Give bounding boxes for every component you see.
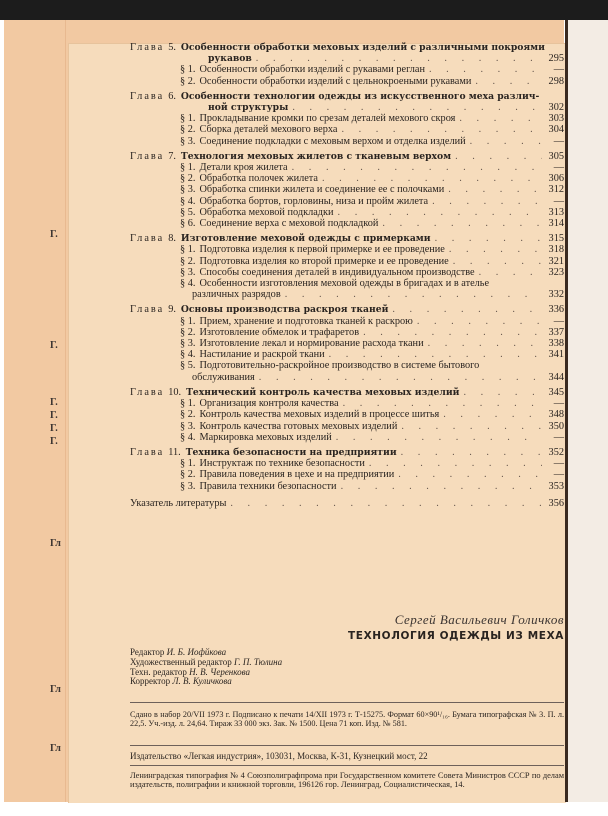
chapter-heading-row bbox=[130, 102, 564, 113]
chapter-number: 8. bbox=[168, 233, 176, 245]
toc-section bbox=[130, 338, 564, 349]
toc-section bbox=[130, 196, 564, 207]
page-number: 337 bbox=[548, 326, 564, 338]
toc-section bbox=[130, 372, 564, 383]
chapter-heading-row bbox=[130, 387, 564, 398]
page-number: — bbox=[553, 431, 564, 443]
page-number: 302 bbox=[548, 102, 564, 114]
page-number: — bbox=[553, 458, 564, 470]
page-number: 318 bbox=[548, 244, 564, 256]
toc-section bbox=[130, 64, 564, 75]
leader-dots bbox=[292, 162, 542, 173]
chapter-title-continued: рукавов bbox=[208, 53, 252, 65]
credit-name: И. Б. Иофйкова bbox=[166, 647, 227, 657]
section-label: § 5. bbox=[180, 206, 196, 218]
section-label: § 4. bbox=[180, 349, 196, 361]
printer-address: Ленинградская типография № 4 Союзполиграфпрома при Государственном комитете Совета Министров СССР по делам издательств, полиграфии и книжной торговли, 196126 гор. Ленинград, Социалистическая, 14. bbox=[130, 771, 564, 789]
leader-dots bbox=[363, 327, 542, 338]
section-title: Обработка бортов, горловины, низа и пройм жилета bbox=[199, 195, 429, 207]
page-fold-line bbox=[65, 20, 66, 802]
section-title: Изготовление обмелок и трафаретов bbox=[199, 326, 360, 338]
section-title: Подготовка изделия к первой примерке и ее проведение bbox=[199, 244, 445, 256]
leader-dots bbox=[401, 421, 542, 432]
page-number: — bbox=[553, 315, 564, 327]
leader-dots bbox=[369, 458, 542, 469]
toc-chapter bbox=[130, 233, 564, 300]
page-number: 348 bbox=[548, 409, 564, 421]
section-title: Маркировка меховых изделий bbox=[199, 431, 332, 443]
section-label: § 3. bbox=[180, 338, 196, 350]
toc-section bbox=[130, 162, 564, 173]
page-number: 305 bbox=[548, 150, 564, 162]
chapter-heading-row bbox=[130, 304, 564, 315]
toc-section bbox=[130, 278, 564, 289]
margin-fragment: Г. bbox=[50, 436, 58, 447]
section-label: § 2. bbox=[180, 409, 196, 421]
toc-section bbox=[130, 349, 564, 360]
page-number: 304 bbox=[548, 124, 564, 136]
toc-section bbox=[130, 316, 564, 327]
toc-section bbox=[130, 124, 564, 135]
section-label: § 3. bbox=[180, 480, 196, 492]
chapter-title: Основы производства раскроя тканей bbox=[180, 304, 389, 316]
leader-dots bbox=[256, 53, 542, 64]
toc-chapter bbox=[130, 42, 564, 87]
leader-dots bbox=[336, 432, 542, 443]
leader-dots bbox=[259, 372, 542, 383]
section-label: § 2. bbox=[180, 75, 196, 87]
section-label: § 1. bbox=[180, 162, 196, 174]
scan-top-edge bbox=[0, 0, 608, 20]
divider bbox=[130, 745, 564, 746]
leader-dots bbox=[432, 196, 542, 207]
page-number: 303 bbox=[548, 113, 564, 125]
section-label: § 3. bbox=[180, 184, 196, 196]
book-title: ТЕХНОЛОГИЯ ОДЕЖДЫ ИЗ МЕХА bbox=[348, 630, 564, 642]
chapter-number: 6. bbox=[168, 90, 176, 102]
chapter-label: Глава bbox=[130, 304, 165, 316]
chapter-number: 5. bbox=[168, 42, 176, 53]
toc-section bbox=[130, 409, 564, 420]
section-title: Особенности обработки изделий с цельнокроеными рукавами bbox=[199, 75, 472, 87]
toc-section bbox=[130, 244, 564, 255]
page-number: 350 bbox=[548, 420, 564, 432]
margin-fragment: Гл bbox=[50, 743, 61, 754]
leader-dots bbox=[417, 316, 542, 327]
page-number: 352 bbox=[548, 446, 564, 458]
toc-section bbox=[130, 360, 564, 371]
leader-dots bbox=[285, 289, 542, 300]
imprint-details: Сдано в набор 20/VII 1973 г. Подписано к печати 14/XII 1973 г. Т-15275. Формат 60×90¹/₁₆. Бумага типографская № 3. П. л. 22,5. Уч.-изд. л. 24,64. Тираж 33 000 экз. Зак. № 1500. Цена 71 коп. Изд. № 581. bbox=[130, 710, 564, 728]
leader-dots bbox=[338, 207, 542, 218]
section-label: § 2. bbox=[180, 326, 196, 338]
page-number: — bbox=[553, 195, 564, 207]
section-title: Соединение подкладки с меховым верхом и отделка изделий bbox=[199, 135, 466, 147]
toc-section bbox=[130, 173, 564, 184]
toc-section bbox=[130, 207, 564, 218]
section-title: Способы соединения деталей в индивидуальном производстве bbox=[199, 266, 475, 278]
chapter-number: 9. bbox=[168, 304, 176, 316]
section-title: Особенности изготовления меховой одежды в бригадах и в ателье bbox=[199, 278, 490, 290]
margin-fragment: Г. bbox=[50, 410, 58, 421]
page-number: 298 bbox=[548, 75, 564, 87]
toc-chapter bbox=[130, 387, 564, 443]
chapter-title: Особенности обработки меховых изделий с различными покроями bbox=[180, 42, 545, 53]
section-label: § 1. bbox=[180, 458, 196, 470]
toc-section bbox=[130, 113, 564, 124]
section-title: Прокладывание кромки по срезам деталей мехового скроя bbox=[199, 113, 456, 125]
section-title: Контроль качества готовых меховых изделий bbox=[199, 420, 398, 432]
chapter-title: Изготовление меховой одежды с примерками bbox=[180, 233, 431, 245]
chapter-title: Особенности технологии одежды из искусственного меха различ- bbox=[180, 90, 540, 102]
section-title-continued: различных разрядов bbox=[192, 289, 281, 301]
leader-dots bbox=[453, 256, 542, 267]
section-title: Настилание и раскрой ткани bbox=[199, 349, 325, 361]
toc-section bbox=[130, 421, 564, 432]
chapter-title-continued: ной структуры bbox=[208, 102, 289, 114]
section-title: Правила техники безопасности bbox=[199, 480, 337, 492]
page-number: — bbox=[553, 135, 564, 147]
section-title: Обработка спинки жилета и соединение ее с полочками bbox=[199, 184, 445, 196]
margin-fragment: Гл bbox=[50, 538, 61, 549]
toc-chapter bbox=[130, 447, 564, 492]
page-number: — bbox=[553, 162, 564, 174]
section-label: § 1. bbox=[180, 64, 196, 76]
leader-dots bbox=[443, 409, 542, 420]
toc-section bbox=[130, 327, 564, 338]
section-label: § 3. bbox=[180, 135, 196, 147]
leader-dots bbox=[343, 398, 542, 409]
section-label: § 1. bbox=[180, 244, 196, 256]
toc-section bbox=[130, 432, 564, 443]
page-number: 314 bbox=[548, 218, 564, 230]
page-number: 313 bbox=[548, 206, 564, 218]
toc-section bbox=[130, 267, 564, 278]
credit-role: Корректор bbox=[130, 676, 171, 687]
section-label: § 1. bbox=[180, 315, 196, 327]
credit-name: Н. В. Черенкова bbox=[189, 666, 250, 677]
section-label: § 2. bbox=[180, 255, 196, 267]
chapter-heading-row bbox=[130, 91, 564, 102]
section-label: § 3. bbox=[180, 420, 196, 432]
divider bbox=[130, 765, 564, 766]
page-number: 323 bbox=[548, 266, 564, 278]
leader-dots bbox=[475, 76, 542, 87]
references-title: Указатель литературы bbox=[130, 497, 227, 509]
chapter-label: Глава bbox=[130, 150, 165, 162]
margin-fragment: Г. bbox=[50, 340, 58, 351]
toc-section bbox=[130, 458, 564, 469]
section-title: Правила поведения в цехе и на предприятии bbox=[199, 469, 395, 481]
section-title: Сборка деталей мехового верха bbox=[199, 124, 338, 136]
table-of-contents bbox=[130, 42, 564, 509]
page-number: 332 bbox=[548, 289, 564, 301]
margin-fragment: Г. bbox=[50, 229, 58, 240]
chapter-number: 10. bbox=[168, 386, 182, 398]
toc-section bbox=[130, 256, 564, 267]
chapter-label: Глава bbox=[130, 386, 165, 398]
section-title: Изготовление лекал и нормирование расхода ткани bbox=[199, 338, 424, 350]
publisher-address: Издательство «Легкая индустрия», 103031, Москва, К-31, Кузнецкий мост, 22 bbox=[130, 751, 428, 761]
chapter-heading-row bbox=[130, 151, 564, 162]
toc-section bbox=[130, 398, 564, 409]
page-number: 295 bbox=[548, 53, 564, 65]
section-title: Контроль качества меховых изделий в процессе шитья bbox=[199, 409, 440, 421]
section-title: Прием, хранение и подготовка тканей к раскрою bbox=[199, 315, 413, 327]
leader-dots bbox=[392, 304, 542, 315]
leader-dots bbox=[382, 218, 542, 229]
section-label: § 6. bbox=[180, 218, 196, 230]
chapter-label: Глава bbox=[130, 233, 165, 245]
credit-role: Техн. редактор bbox=[130, 666, 187, 677]
leader-dots bbox=[398, 469, 542, 480]
leader-dots bbox=[341, 481, 542, 492]
chapter-number: 11. bbox=[168, 446, 181, 458]
section-label: § 5. bbox=[180, 360, 196, 372]
divider bbox=[130, 702, 564, 703]
toc-section bbox=[130, 469, 564, 480]
credits bbox=[130, 648, 282, 687]
chapter-label: Глава bbox=[130, 42, 165, 53]
leader-dots bbox=[322, 173, 542, 184]
section-title: Соединение верха с меховой подкладкой bbox=[199, 218, 379, 230]
leader-dots bbox=[463, 387, 542, 398]
page-number: — bbox=[553, 469, 564, 481]
credit-role: Редактор bbox=[130, 647, 165, 657]
section-title: Детали кроя жилета bbox=[199, 162, 288, 174]
chapter-number: 7. bbox=[168, 150, 176, 162]
margin-fragment: Г. bbox=[50, 423, 58, 434]
chapter-title: Техника безопасности на предприятии bbox=[185, 446, 397, 458]
section-title: Обработка меховой подкладки bbox=[199, 206, 334, 218]
section-label: § 1. bbox=[180, 113, 196, 125]
margin-fragment: Гл bbox=[50, 684, 61, 695]
toc-section bbox=[130, 218, 564, 229]
leader-dots bbox=[292, 102, 542, 113]
page-number: 356 bbox=[548, 497, 564, 509]
toc-chapter bbox=[130, 91, 564, 147]
leader-dots bbox=[230, 498, 542, 509]
leader-dots bbox=[435, 233, 542, 244]
toc-section bbox=[130, 289, 564, 300]
leader-dots bbox=[341, 124, 542, 135]
section-label: § 1. bbox=[180, 398, 196, 410]
leader-dots bbox=[479, 267, 542, 278]
chapter-label: Глава bbox=[130, 446, 165, 458]
section-title: Особенности обработки изделий с рукавами реглан bbox=[199, 64, 425, 76]
author-name: Сергей Васильевич Голичков bbox=[394, 612, 564, 627]
section-label: § 4. bbox=[180, 278, 196, 290]
toc-chapter bbox=[130, 151, 564, 229]
page-number: — bbox=[553, 64, 564, 76]
section-label: § 2. bbox=[180, 173, 196, 185]
leader-dots bbox=[459, 113, 542, 124]
leader-dots bbox=[449, 244, 542, 255]
leader-dots bbox=[329, 349, 542, 360]
leader-dots bbox=[455, 151, 542, 162]
chapter-title: Технология меховых жилетов с тканевым верхом bbox=[180, 150, 452, 162]
toc-section bbox=[130, 136, 564, 147]
toc-chapter bbox=[130, 304, 564, 382]
section-title-continued: обслуживания bbox=[192, 371, 255, 383]
credit-line bbox=[130, 677, 282, 687]
page-number: 321 bbox=[548, 255, 564, 267]
leader-dots bbox=[429, 64, 542, 75]
page-number: 312 bbox=[548, 184, 564, 196]
page-number: 345 bbox=[548, 386, 564, 398]
section-title: Подготовительно-раскройное производство в системе бытового bbox=[199, 360, 480, 372]
chapter-heading-row bbox=[130, 447, 564, 458]
credit-name: Л. В. Куличкова bbox=[172, 676, 232, 687]
page-number: 336 bbox=[548, 304, 564, 316]
margin-fragment: Г. bbox=[50, 397, 58, 408]
section-title: Обработка полочек жилета bbox=[199, 173, 318, 185]
leader-dots bbox=[428, 338, 542, 349]
section-title: Подготовка изделия ко второй примерке и ее проведение bbox=[199, 255, 449, 267]
section-label: § 4. bbox=[180, 195, 196, 207]
leader-dots bbox=[470, 136, 542, 147]
page-number: 353 bbox=[548, 480, 564, 492]
page-number: 315 bbox=[548, 233, 564, 245]
toc-section bbox=[130, 184, 564, 195]
section-title: Инструктаж по технике безопасности bbox=[199, 458, 365, 470]
credit-name: Г. П. Тюлина bbox=[233, 656, 283, 667]
page-number: 338 bbox=[548, 338, 564, 350]
chapter-heading-row bbox=[130, 233, 564, 244]
page-number: 306 bbox=[548, 173, 564, 185]
page-number: 344 bbox=[548, 371, 564, 383]
leader-dots bbox=[401, 447, 542, 458]
chapter-title: Технический контроль качества меховых изделий bbox=[186, 386, 460, 398]
toc-section bbox=[130, 76, 564, 87]
section-title: Организация контроля качества bbox=[199, 398, 339, 410]
toc-references bbox=[130, 498, 564, 509]
chapter-heading-row bbox=[130, 42, 564, 53]
section-label: § 2. bbox=[180, 124, 196, 136]
page-number: — bbox=[553, 398, 564, 410]
chapter-heading-row bbox=[130, 53, 564, 64]
section-label: § 4. bbox=[180, 431, 196, 443]
credit-role: Художественный редактор bbox=[130, 656, 232, 667]
page-number: 341 bbox=[548, 349, 564, 361]
chapter-label: Глава bbox=[130, 90, 165, 102]
leader-dots bbox=[448, 184, 542, 195]
section-label: § 2. bbox=[180, 469, 196, 481]
toc-section bbox=[130, 481, 564, 492]
facing-page-edge bbox=[568, 20, 608, 802]
section-label: § 3. bbox=[180, 266, 196, 278]
